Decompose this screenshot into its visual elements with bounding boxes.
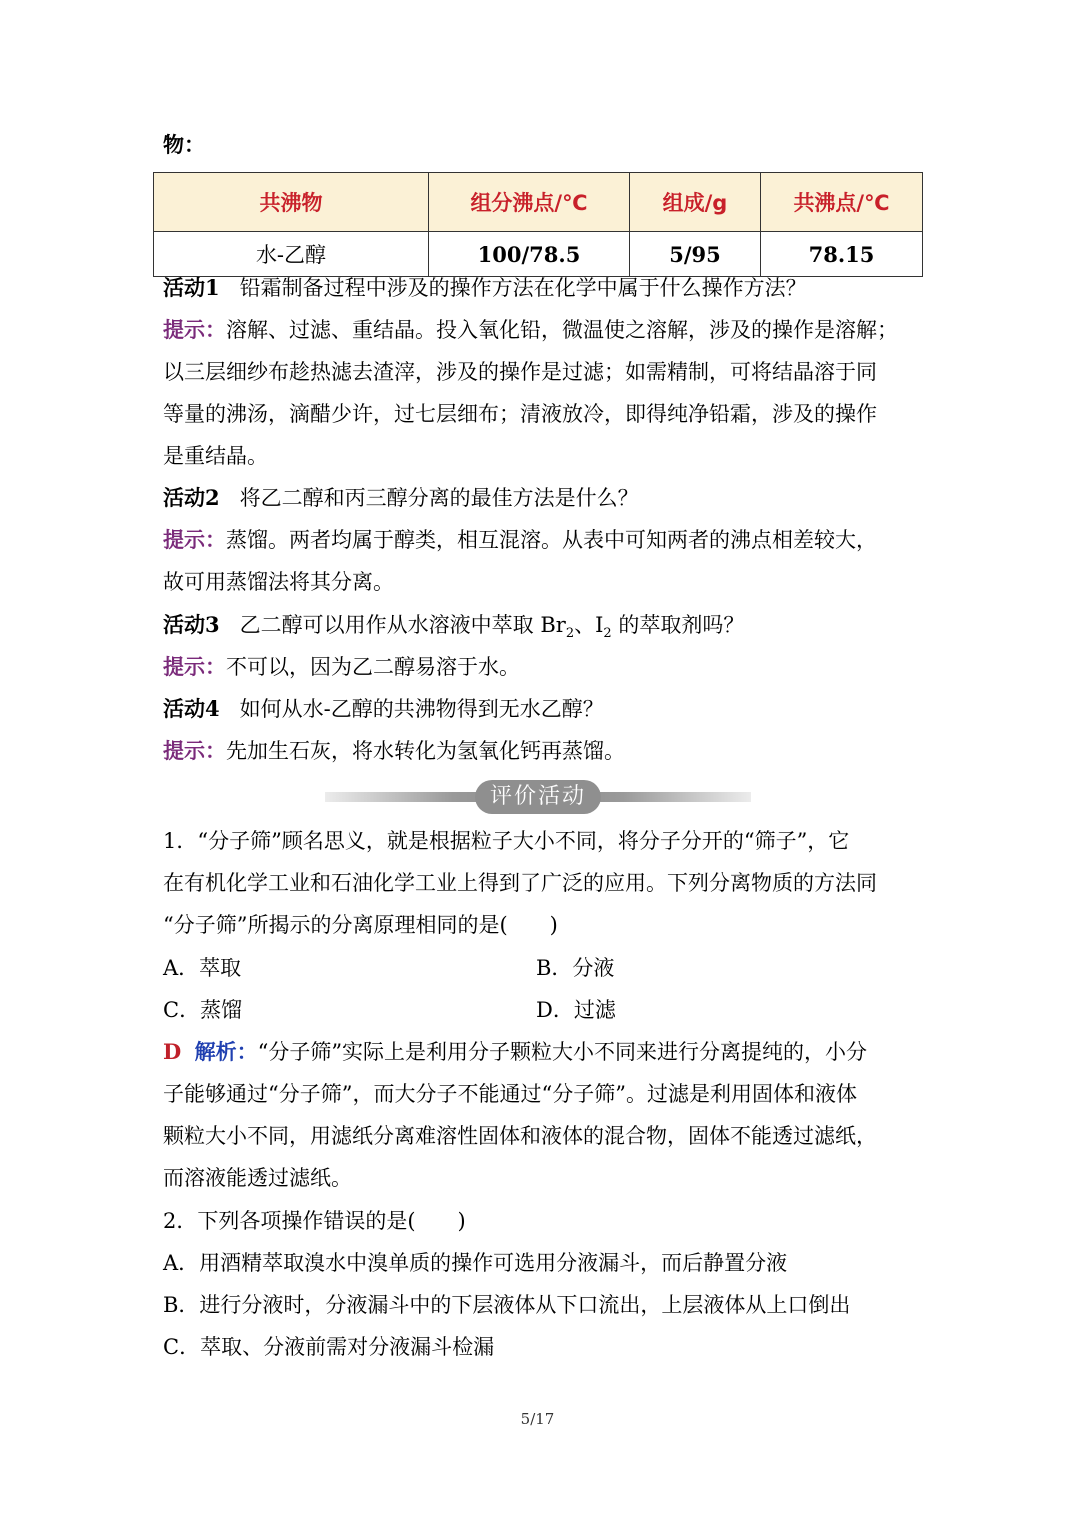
cell-azeotrope: 水-乙醇 [154, 232, 429, 277]
activity-3-hint-line [163, 652, 520, 682]
activity-label: 活动1 [163, 275, 220, 300]
q1-analysis-line: 子能够通过“分子筛”，而大分子不能通过“分子筛”。过滤是利用固体和液体 [163, 1082, 857, 1106]
hint-text: 不可以，因为乙二醇易溶于水。 [226, 655, 520, 679]
hint-text: 先加生石灰，将水转化为氢氧化钙再蒸馏。 [226, 739, 625, 763]
activity-4-hint-line [163, 736, 625, 766]
q1-option-a: A．萃取 [163, 956, 242, 980]
activity-1-hint-line: 是重结晶。 [163, 444, 268, 468]
hint-label: 提示： [163, 654, 226, 679]
activity-label: 活动3 [163, 612, 220, 637]
azeotrope-table [153, 172, 923, 277]
activity-label: 活动2 [163, 485, 220, 510]
activity-question: 将乙二醇和丙三醇分离的最佳方法是什么？ [239, 486, 639, 510]
intro-tail: 物： [163, 132, 205, 157]
activity-2-question [163, 483, 639, 513]
q2-option-a: A．用酒精萃取溴水中溴单质的操作可选用分液漏斗，而后静置分液 [163, 1251, 788, 1275]
table-row [154, 232, 923, 277]
header-azeotrope-bp: 共沸点/℃ [761, 173, 923, 232]
header-component-bp: 组分沸点/℃ [429, 173, 630, 232]
q1-stem-line: 1．“分子筛”顾名思义，就是根据粒子大小不同，将分子分开的“筛子”，它 [163, 829, 850, 853]
hint-label: 提示： [163, 317, 226, 342]
activity-1-hint-line: 等量的沸汤，滴醋少许，过七层细布；清液放冷，即得纯净铅霜，涉及的操作 [163, 402, 877, 426]
activity-question: 铅霜制备过程中涉及的操作方法在化学中属于什么操作方法？ [239, 276, 807, 300]
analysis-text: “分子筛”实际上是利用分子颗粒大小不同来进行分离提纯的，小分 [257, 1040, 868, 1064]
activity-3-question [163, 610, 744, 649]
q2-option-b: B．进行分液时，分液漏斗中的下层液体从下口流出，上层液体从上口倒出 [163, 1293, 851, 1317]
q1-analysis-line: 而溶液能透过滤纸。 [163, 1166, 352, 1190]
subscript: 2 [565, 626, 575, 642]
activity-4-question [163, 694, 604, 724]
table-header-row [154, 173, 923, 232]
subscript: 2 [603, 626, 612, 642]
q1-analysis-line [163, 1037, 867, 1067]
q1-answer: D [163, 1039, 182, 1064]
hint-text: 溶解、过滤、重结晶。投入氧化铅，微温使之溶解，涉及的操作是溶解； [226, 318, 898, 342]
cell-component-bp: 100/78.5 [429, 232, 630, 277]
q1-analysis-line: 颗粒大小不同，用滤纸分离难溶性固体和液体的混合物，固体不能透过滤纸， [163, 1124, 877, 1148]
activity-question: 如何从水-乙醇的共沸物得到无水乙醇？ [239, 697, 604, 721]
header-composition: 组成/g [630, 173, 761, 232]
activity-question-post: 的萃取剂吗？ [611, 613, 745, 637]
activity-2-hint-line: 故可用蒸馏法将其分离。 [163, 570, 394, 594]
q2-option-c: C．萃取、分液前需对分液漏斗检漏 [163, 1335, 495, 1359]
activity-question-pre: 乙二醇可以用作从水溶液中萃取 Br [239, 613, 566, 637]
q1-option-d: D．过滤 [536, 998, 616, 1022]
activity-1-hint-line: 以三层细纱布趁热滤去渣滓，涉及的操作是过滤；如需精制，可将结晶溶于同 [163, 360, 877, 384]
banner-title: 评价活动 [475, 780, 601, 814]
analysis-label: 解析： [194, 1039, 258, 1064]
q1-stem-line: “分子筛”所揭示的分离原理相同的是( ) [163, 913, 558, 937]
hint-label: 提示： [163, 738, 226, 763]
cell-composition: 5/95 [630, 232, 761, 277]
header-azeotrope: 共沸物 [154, 173, 429, 232]
activity-1-question [163, 273, 807, 303]
activity-question-mid: 、I [574, 613, 604, 637]
q2-stem: 2．下列各项操作错误的是( ) [163, 1209, 466, 1233]
q1-stem-line: 在有机化学工业和石油化学工业上得到了广泛的应用。下列分离物质的方法同 [163, 871, 877, 895]
page-number: 5/17 [520, 1410, 555, 1428]
hint-label: 提示： [163, 527, 226, 552]
activity-label: 活动4 [163, 696, 220, 721]
hint-text: 蒸馏。两者均属于醇类，相互混溶。从表中可知两者的沸点相差较大， [226, 528, 877, 552]
cell-azeotrope-bp: 78.15 [761, 232, 923, 277]
activity-1-hint-line [163, 315, 898, 345]
q1-option-b: B．分液 [536, 956, 615, 980]
q1-option-c: C．蒸馏 [163, 998, 243, 1022]
evaluation-banner [325, 780, 751, 814]
activity-2-hint-line [163, 525, 877, 555]
